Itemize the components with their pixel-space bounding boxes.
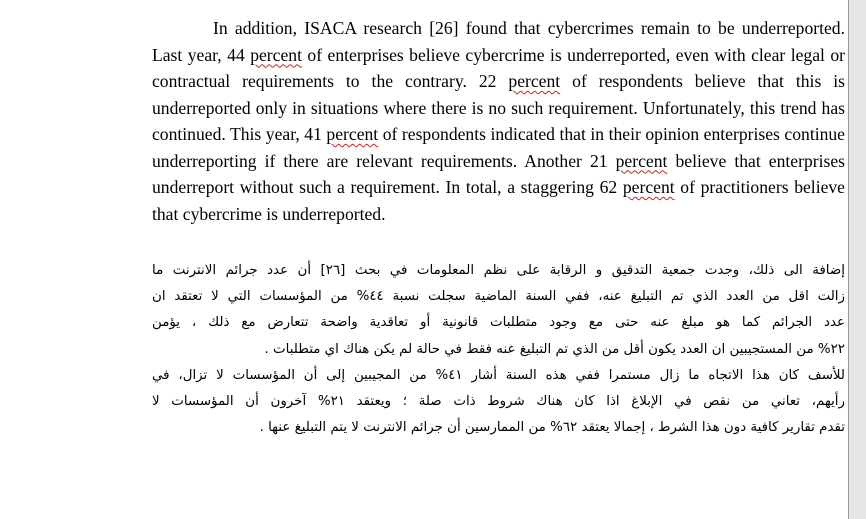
spellcheck-word: percent bbox=[250, 44, 302, 65]
english-paragraph bbox=[152, 15, 845, 227]
spellcheck-word: percent bbox=[326, 124, 379, 144]
arabic-paragraph bbox=[152, 258, 845, 441]
paragraph-text: of enterprises believe cybercrime is underreported, even with clear legal or contractual requirements to the contrary. 22 bbox=[152, 44, 845, 91]
spellcheck-word: percent bbox=[615, 150, 668, 171]
paragraph-text: of practitioners believe that cybercrime is underreported. bbox=[152, 177, 845, 224]
arabic-line: عدد الجرائم كما هو مبلغ عنه حتى مع وجود متطلبات قانونية أو تعاقدية واضحة تتعارض مع ذلك ، يؤمن bbox=[152, 315, 845, 331]
arabic-line: زالت اقل من العدد الذي تم التبليغ عنه، ففي السنة الماضية سجلت نسبة ٤٤% من المؤسسات التي لا تعتقد ان bbox=[152, 289, 845, 305]
paragraph-text: In addition, ISACA research [26] found that cybercrimes remain to be underreported. Last year, 44 bbox=[152, 18, 845, 65]
paragraph-text: of respondents indicated that in their opinion enterprises continue underreporting if there are relevant requirements. Another 21 bbox=[152, 124, 845, 171]
spellcheck-word: percent bbox=[622, 177, 675, 197]
arabic-line: تقدم تقارير كافية دون هذا الشرط ، إجمالا يعتقد ٦٢% من الممارسين أن جرائم الانترنت لا يتم التبليغ عنها . bbox=[259, 420, 845, 436]
spellcheck-word: percent bbox=[508, 71, 561, 91]
arabic-line: للأسف كان هذا الاتجاه ما زال مستمرا ففي هذه السنة أشار ٤١% من المجيبين إلى أن المؤسسات لا تزال، في bbox=[152, 367, 846, 383]
arabic-line: رأيهم، تعاني من نقص في الإبلاغ اذا كان هناك شروط ذات صلة ؛ ويعتقد ٢١% آخرون أن المؤسسات لا bbox=[152, 394, 845, 410]
workspace-gutter bbox=[849, 0, 866, 519]
arabic-line: إضافة الى ذلك، وجدت جمعية التدقيق و الرقابة على نظم المعلومات في بحث [٢٦] أن عدد جرائم الانترنت ما bbox=[152, 263, 845, 278]
paragraph-text: believe that enterprises underreport without such a requirement. In total, a staggering 62 bbox=[152, 150, 845, 197]
paragraph-text: of respondents believe that this is underreported only in situations where there is no such requirement. Unfortunately, this trend has continued. This year, 41 bbox=[152, 71, 845, 144]
arabic-line: ٢٢% من المستجيبين ان العدد يكون أقل من الذي تم التبليغ عنه فقط في حالة لم يكن هناك اي متطلبات . bbox=[264, 341, 845, 357]
